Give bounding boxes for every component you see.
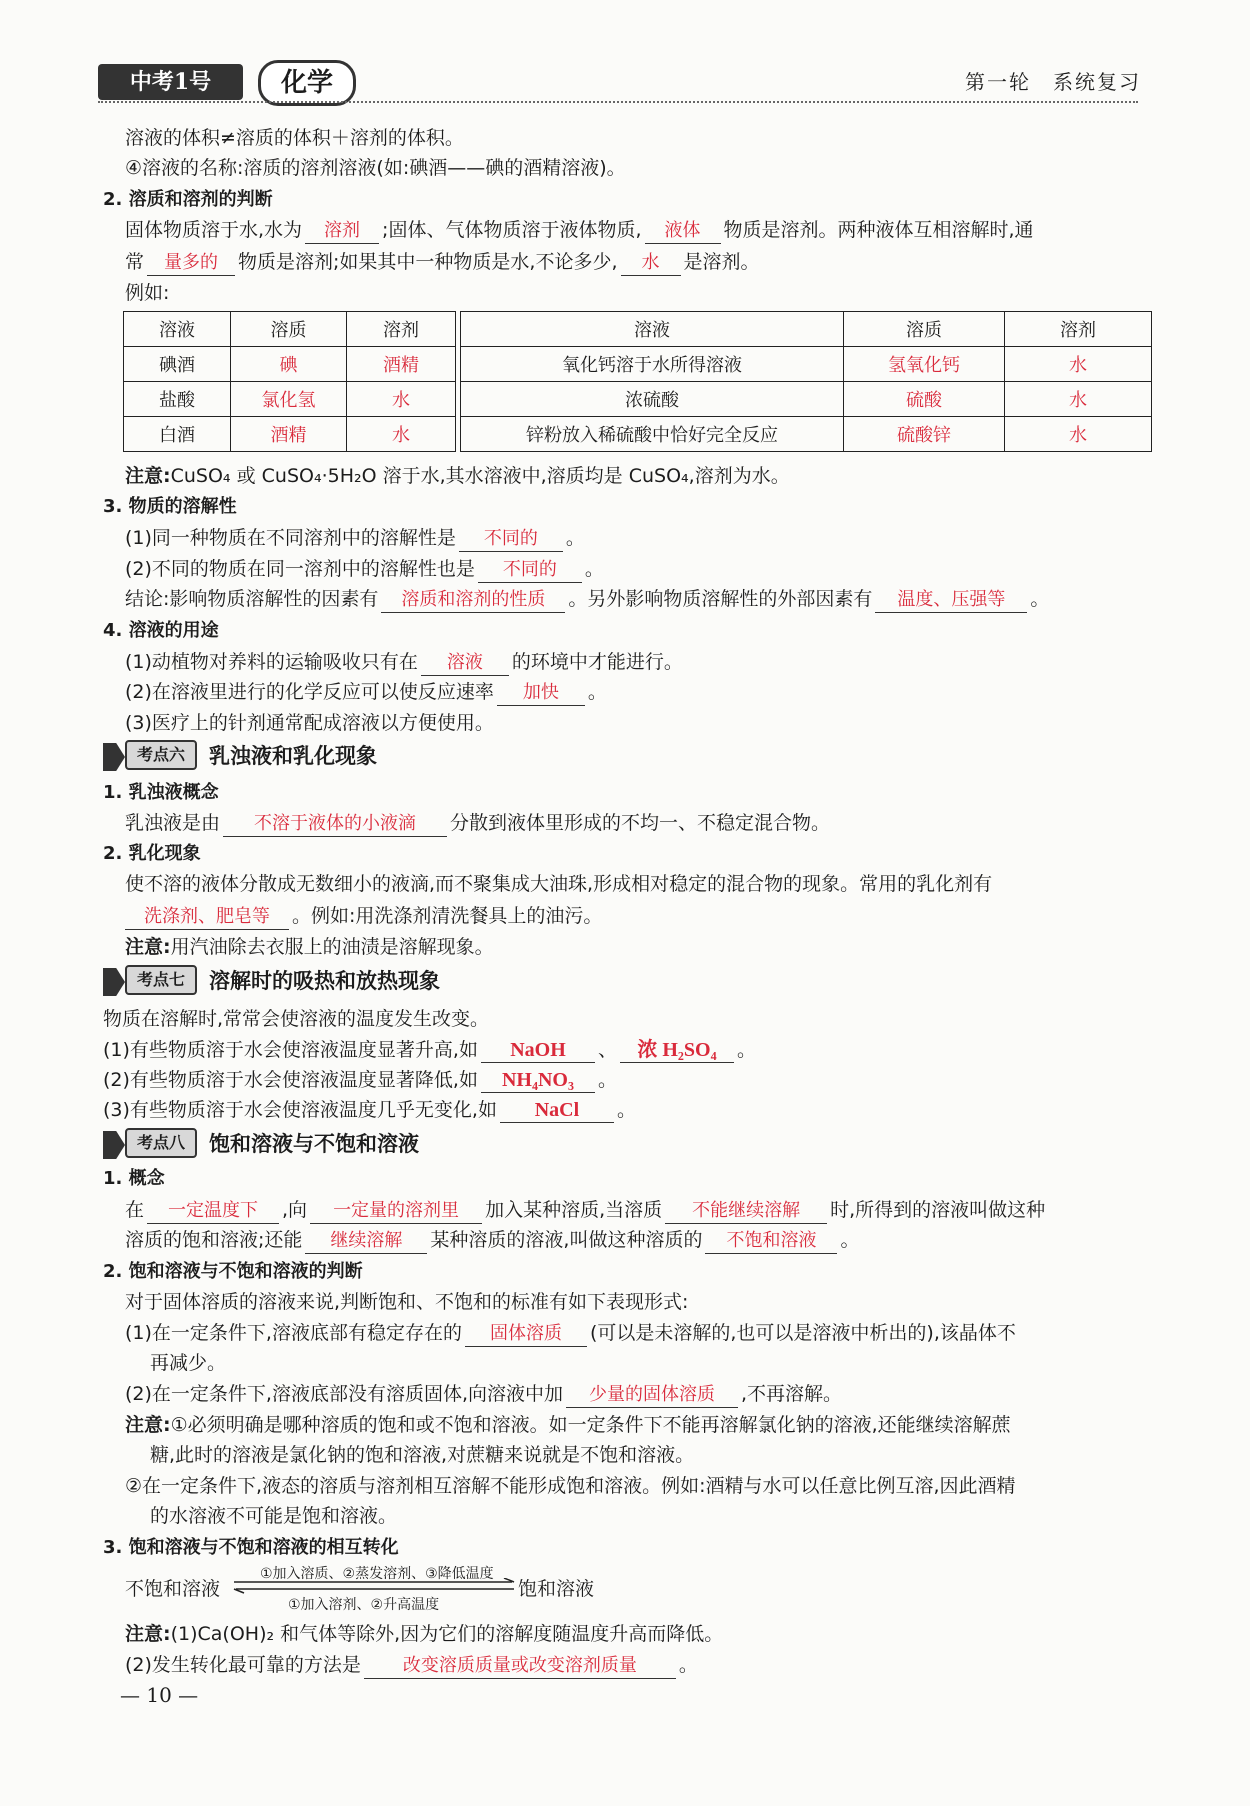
forward-condition: ①加入溶质、②蒸发溶剂、③降低温度 <box>260 1566 494 1582</box>
answer-blank: 溶质和溶剂的性质 <box>381 588 565 613</box>
kaodian-tag: 考点六 <box>125 740 197 770</box>
paragraph: 溶质的饱和溶液;还能 继续溶解 某种溶质的溶液,叫做这种溶质的 不饱和溶液 。 <box>125 1225 859 1255</box>
answer-blank: 少量的固体溶质 <box>566 1383 738 1408</box>
saturated-label: 饱和溶液 <box>518 1578 595 1600</box>
kaodian-heading <box>103 965 440 999</box>
answer-blank: 不溶于液体的小液滴 <box>223 812 447 837</box>
unsaturated-label: 不饱和溶液 <box>125 1578 221 1600</box>
answer-blank: 水 <box>621 251 681 276</box>
note: 注意:(1)Ca(OH)₂ 和气体等除外,因为它们的溶解度随温度升高而降低。 <box>125 1623 724 1645</box>
arrow-icon <box>103 1131 125 1159</box>
paragraph: 乳浊液是由 不溶于液体的小液滴 分散到液体里形成的不均一、不稳定混合物。 <box>125 808 830 838</box>
paragraph: (2)在一定条件下,溶液底部没有溶质固体,向溶液中加 少量的固体溶质 ,不再溶解。 <box>125 1379 842 1409</box>
arrow-icon <box>103 968 125 996</box>
answer-blank: 不同的 <box>478 558 582 583</box>
answer-blank: 一定温度下 <box>147 1199 279 1224</box>
kaodian-title: 乳浊液和乳化现象 <box>209 744 378 768</box>
answer-blank: 浓 H₂SO₄ <box>620 1038 734 1063</box>
paragraph: 的水溶液不可能是饱和溶液。 <box>150 1505 398 1527</box>
paragraph: 常 量多的 物质是溶剂;如果其中一种物质是水,不论多少, 水 是溶剂。 <box>125 247 760 277</box>
answer-blank: 固体溶质 <box>465 1322 587 1347</box>
paragraph: 使不溶的液体分散成无数细小的液滴,而不聚集成大油珠,形成相对稳定的混合物的现象。常用的乳化剂有 <box>125 873 993 895</box>
answer-blank: 加快 <box>497 681 585 706</box>
answer-blank: 温度、压强等 <box>875 588 1027 613</box>
answer-blank: 不能继续溶解 <box>665 1199 827 1224</box>
paragraph: (1)有些物质溶于水会使溶液温度显著升高,如 NaOH 、 浓 H₂SO₄ 。 <box>103 1039 756 1061</box>
paragraph: (1)同一种物质在不同溶剂中的溶解性是 不同的 。 <box>125 523 585 553</box>
table-row: 白酒 酒精 水 锌粉放入稀硫酸中恰好完全反应 硫酸锌 水 <box>124 417 1152 452</box>
answer-blank: NaCl <box>500 1098 614 1123</box>
answer-blank: 改变溶质质量或改变溶剂质量 <box>364 1654 676 1679</box>
answer-blank: 一定量的溶剂里 <box>310 1199 482 1224</box>
section-title: 1. 概念 <box>103 1168 165 1189</box>
page-number: — 10 — <box>120 1683 199 1707</box>
section-title: 2. 饱和溶液与不饱和溶液的判断 <box>103 1261 363 1282</box>
intro-line-1: 溶液的体积≠溶质的体积＋溶剂的体积。 <box>125 127 464 149</box>
answer-blank: 液体 <box>645 219 721 244</box>
paragraph: (2)不同的物质在同一溶剂中的溶解性也是 不同的 。 <box>125 554 604 584</box>
intro-line-2: ④溶液的名称:溶质的溶剂溶液(如:碘酒——碘的酒精溶液)。 <box>125 157 626 179</box>
reverse-condition: ①加入溶剂、②升高温度 <box>288 1597 440 1613</box>
paragraph: 对于固体溶质的溶液来说,判断饱和、不饱和的标准有如下表现形式: <box>125 1291 689 1313</box>
answer-blank: 洗涤剂、肥皂等 <box>125 905 289 930</box>
arrow-icon <box>103 743 125 771</box>
answer-blank: 溶剂 <box>305 219 379 244</box>
table-row: 碘酒 碘 酒精 氧化钙溶于水所得溶液 氢氧化钙 水 <box>124 347 1152 382</box>
solute-solvent-table <box>123 311 1152 452</box>
answer-blank: 不饱和溶液 <box>705 1229 837 1254</box>
section-title: 2. 溶质和溶剂的判断 <box>103 189 273 210</box>
paragraph: 糖,此时的溶液是氯化钠的饱和溶液,对蔗糖来说就是不饱和溶液。 <box>150 1444 695 1466</box>
kaodian-heading <box>103 740 377 774</box>
kaodian-tag: 考点八 <box>125 1128 197 1158</box>
paragraph: (2)发生转化最可靠的方法是 改变溶质质量或改变溶剂质量 。 <box>125 1650 698 1680</box>
answer-blank: 溶液 <box>421 651 509 676</box>
answer-blank: NaOH <box>481 1038 595 1063</box>
paragraph: 洗涤剂、肥皂等 。例如:用洗涤剂清洗餐具上的油污。 <box>125 901 602 931</box>
section-title: 2. 乳化现象 <box>103 843 201 864</box>
note: 注意:①必须明确是哪种溶质的饱和或不饱和溶液。如一定条件下不能再溶解氯化钠的溶液,还能继续溶解蔗 <box>125 1414 1011 1436</box>
table-row: 盐酸 氯化氢 水 浓硫酸 硫酸 水 <box>124 382 1152 417</box>
kaodian-title: 溶解时的吸热和放热现象 <box>209 969 441 993</box>
section-title: 3. 饱和溶液与不饱和溶液的相互转化 <box>103 1537 399 1558</box>
paragraph: (2)有些物质溶于水会使溶液温度显著降低,如 NH₄NO₃ 。 <box>103 1069 617 1091</box>
chapter-title: 第一轮 系统复习 <box>965 70 1141 94</box>
paragraph: (2)在溶液里进行的化学反应可以使反应速率 加快 。 <box>125 677 607 707</box>
paragraph: 物质在溶解时,常常会使溶液的温度发生改变。 <box>103 1008 490 1030</box>
answer-blank: 不同的 <box>459 527 563 552</box>
equilibrium-arrows-icon <box>232 1578 517 1594</box>
example-label: 例如: <box>125 282 170 304</box>
answer-blank: 继续溶解 <box>305 1229 427 1254</box>
header-divider <box>98 101 1138 103</box>
note: 注意:用汽油除去衣服上的油渍是溶解现象。 <box>125 936 494 958</box>
paragraph: (1)在一定条件下,溶液底部有稳定存在的 固体溶质 (可以是未溶解的,也可以是溶液中析出的),该晶体不 <box>125 1318 1016 1348</box>
paragraph: 结论:影响物质溶解性的因素有 溶质和溶剂的性质 。另外影响物质溶解性的外部因素有 温度、压强等 。 <box>125 584 1049 614</box>
paragraph: (3)有些物质溶于水会使溶液温度几乎无变化,如 NaCl 。 <box>103 1099 636 1121</box>
note: 注意:CuSO₄ 或 CuSO₄·5H₂O 溶于水,其水溶液中,溶质均是 CuSO₄,溶剂为水。 <box>125 465 790 487</box>
section-title: 4. 溶液的用途 <box>103 620 219 641</box>
answer-blank: NH₄NO₃ <box>481 1068 595 1093</box>
paragraph: (3)医疗上的针剂通常配成溶液以方便使用。 <box>125 712 494 734</box>
paragraph: 在 一定温度下 ,向 一定量的溶剂里 加入某种溶质,当溶质 不能继续溶解 时,所得到的溶液叫做这种 <box>125 1195 1045 1225</box>
book-logo: 中考1号 <box>98 64 243 100</box>
kaodian-tag: 考点七 <box>125 965 197 995</box>
table-header-row: 溶液 溶质 溶剂 溶液 溶质 溶剂 <box>124 312 1152 347</box>
subject-badge: 化学 <box>258 60 356 106</box>
kaodian-heading <box>103 1128 419 1162</box>
paragraph: (1)动植物对养料的运输吸收只有在 溶液 的环境中才能进行。 <box>125 647 683 677</box>
paragraph: 固体物质溶于水,水为 溶剂 ;固体、气体物质溶于液体物质, 液体 物质是溶剂。两种液体互相溶解时,通 <box>125 215 1034 245</box>
section-title: 1. 乳浊液概念 <box>103 782 219 803</box>
section-title: 3. 物质的溶解性 <box>103 496 237 517</box>
paragraph: 再减少。 <box>150 1352 227 1374</box>
answer-blank: 量多的 <box>147 251 235 276</box>
kaodian-title: 饱和溶液与不饱和溶液 <box>209 1132 420 1156</box>
paragraph: ②在一定条件下,液态的溶质与溶剂相互溶解不能形成饱和溶液。例如:酒精与水可以任意比例互溶,因此酒精 <box>125 1475 1016 1497</box>
